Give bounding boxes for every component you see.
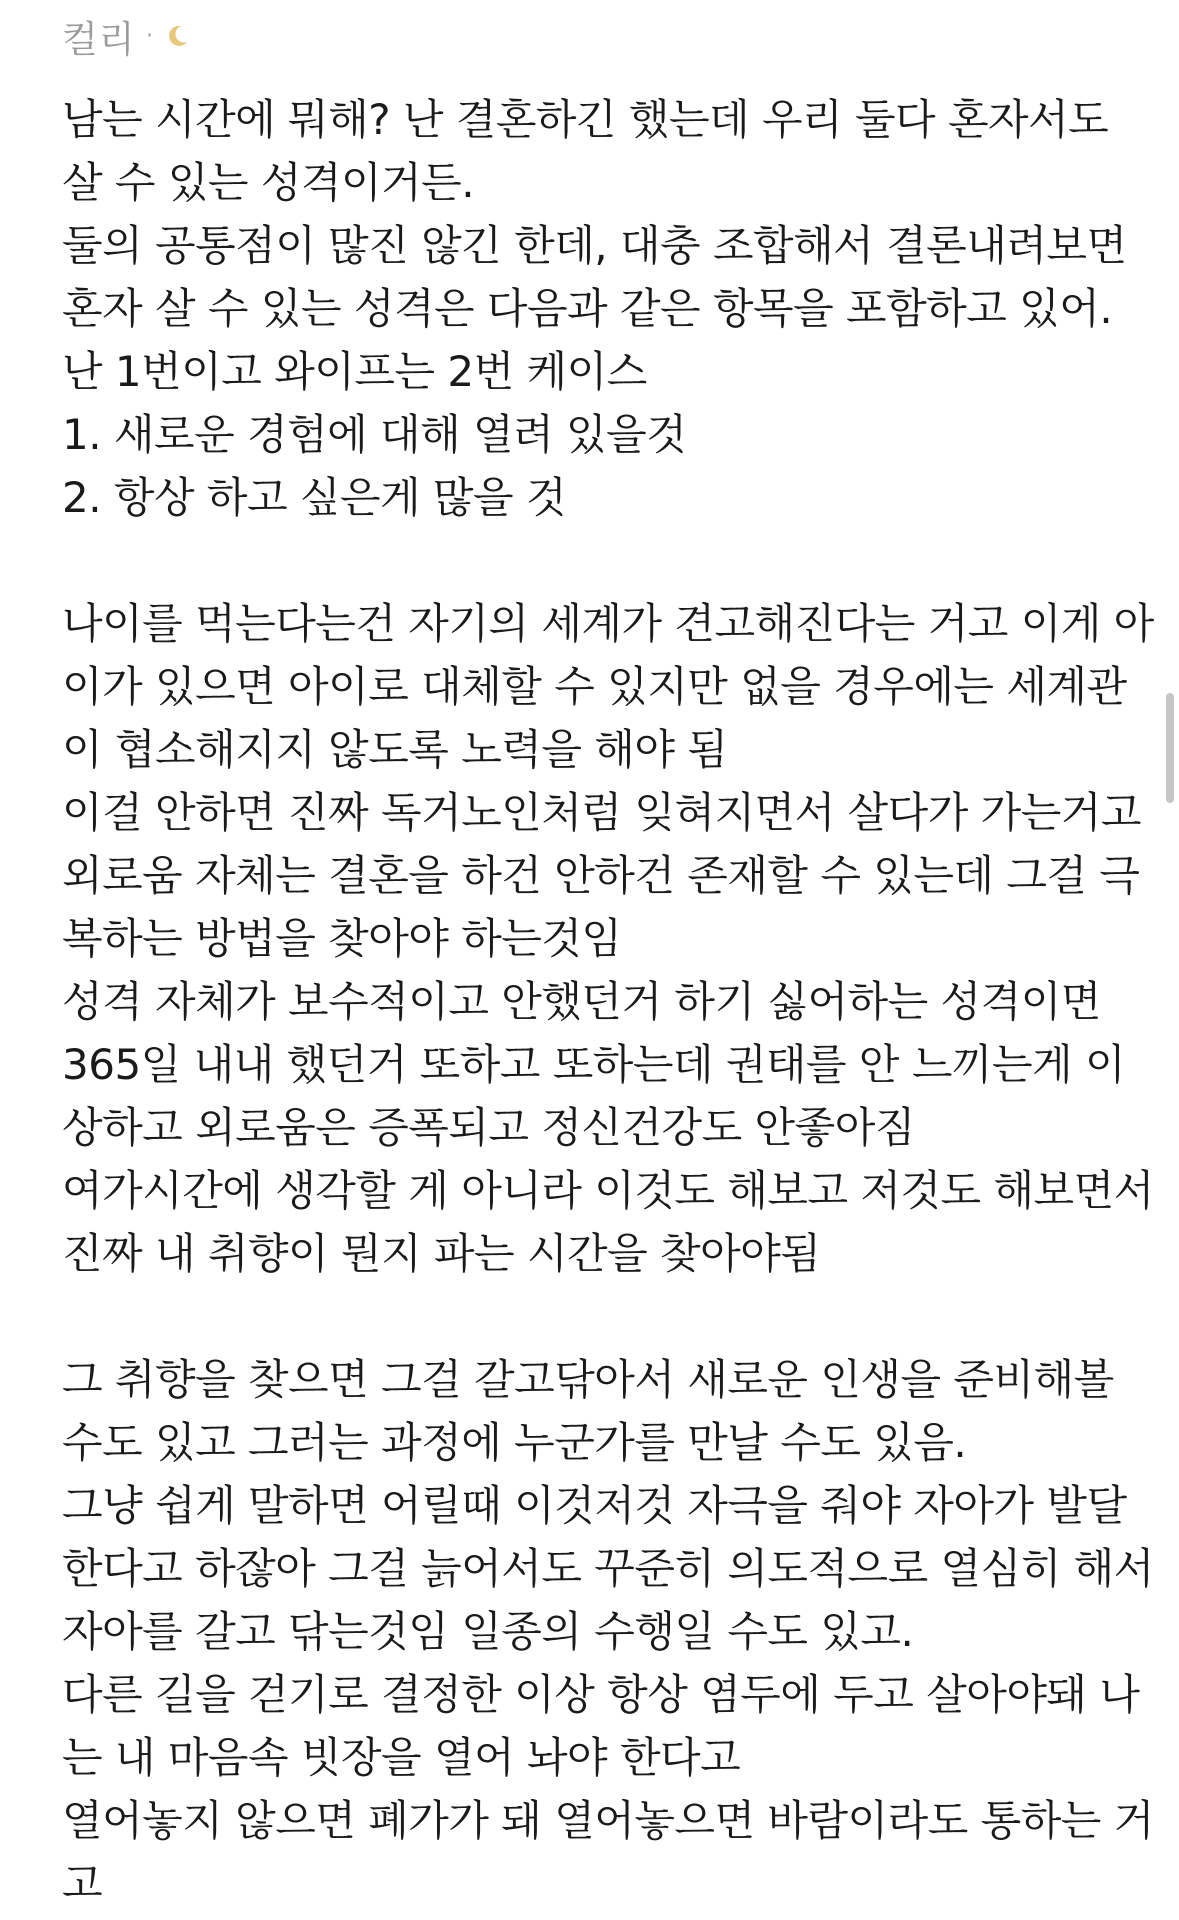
text-line: 둘의 공통점이 많진 않긴 한데, 대충 조합해서 결론내려보면 — [62, 221, 1127, 270]
text-line: 나이를 먹는다는건 자기의 세계가 견고해진다는 거고 이게 아 — [62, 599, 1154, 648]
paragraph — [62, 88, 1127, 529]
text-line: 상하고 외로움은 증폭되고 정신건강도 안좋아짐 — [62, 1103, 915, 1152]
paragraph — [62, 592, 1154, 1285]
text-line: 2. 항상 하고 싶은게 많을 것 — [62, 473, 567, 522]
text-line: 1. 새로운 경험에 대해 열려 있을것 — [62, 410, 687, 459]
text-line: 365일 내내 했던거 또하고 또하는데 권태를 안 느끼는게 이 — [62, 1040, 1126, 1089]
text-line: 살 수 있는 성격이거든. — [62, 158, 475, 207]
text-line: 여가시간에 생각할 게 아니라 이것도 해보고 저것도 해보면서 — [62, 1166, 1154, 1215]
text-line: 다른 길을 걷기로 결정한 이상 항상 염두에 두고 살아야돼 나 — [62, 1670, 1140, 1719]
separator-dot: · — [145, 21, 154, 51]
text-line: 자아를 갈고 닦는것임 일종의 수행일 수도 있고. — [62, 1607, 914, 1656]
text-line: 이걸 안하면 진짜 독거노인처럼 잊혀지면서 살다가 가는거고 — [62, 788, 1141, 837]
text-line: 열어놓지 않으면 폐가가 돼 열어놓으면 바람이라도 통하는 거 — [62, 1796, 1154, 1845]
text-line: 고 — [62, 1859, 103, 1908]
text-line: 한다고 하잖아 그걸 늙어서도 꾸준히 의도적으로 열심히 해서 — [62, 1544, 1154, 1593]
text-line: 그 취향을 찾으면 그걸 갈고닦아서 새로운 인생을 준비해볼 — [62, 1355, 1114, 1404]
paragraph-gap — [62, 529, 1122, 592]
crescent-moon-icon — [164, 23, 190, 49]
text-line: 복하는 방법을 찾아야 하는것임 — [62, 914, 622, 963]
scrollbar-thumb[interactable] — [1166, 693, 1174, 803]
text-line: 진짜 내 취향이 뭔지 파는 시간을 찾아야됨 — [62, 1229, 821, 1278]
text-line: 난 1번이고 와이프는 2번 케이스 — [62, 347, 647, 396]
author-name[interactable]: 컬리 — [62, 18, 136, 61]
text-line: 혼자 살 수 있는 성격은 다음과 같은 항목을 포함하고 있어. — [62, 284, 1113, 333]
text-line: 그냥 쉽게 말하면 어릴때 이것저것 자극을 줘야 자아가 발달 — [62, 1481, 1127, 1530]
text-line: 수도 있고 그러는 과정에 누군가를 만날 수도 있음. — [62, 1418, 967, 1467]
post-body — [62, 88, 1154, 1915]
text-line: 이 협소해지지 않도록 노력을 해야 됨 — [62, 725, 728, 774]
text-line: 남는 시간에 뭐해? 난 결혼하긴 했는데 우리 둘다 혼자서도 — [62, 95, 1109, 144]
paragraph — [62, 1348, 1154, 1915]
text-line: 이가 있으면 아이로 대체할 수 있지만 없을 경우에는 세계관 — [62, 662, 1127, 711]
text-line: 성격 자체가 보수적이고 안했던거 하기 싫어하는 성격이면 — [62, 977, 1101, 1026]
post-header — [62, 6, 190, 66]
text-line: 외로움 자체는 결혼을 하건 안하건 존재할 수 있는데 그걸 극 — [62, 851, 1140, 900]
text-line: 는 내 마음속 빗장을 열어 놔야 한다고 — [62, 1733, 741, 1782]
paragraph-gap — [62, 1285, 1122, 1348]
